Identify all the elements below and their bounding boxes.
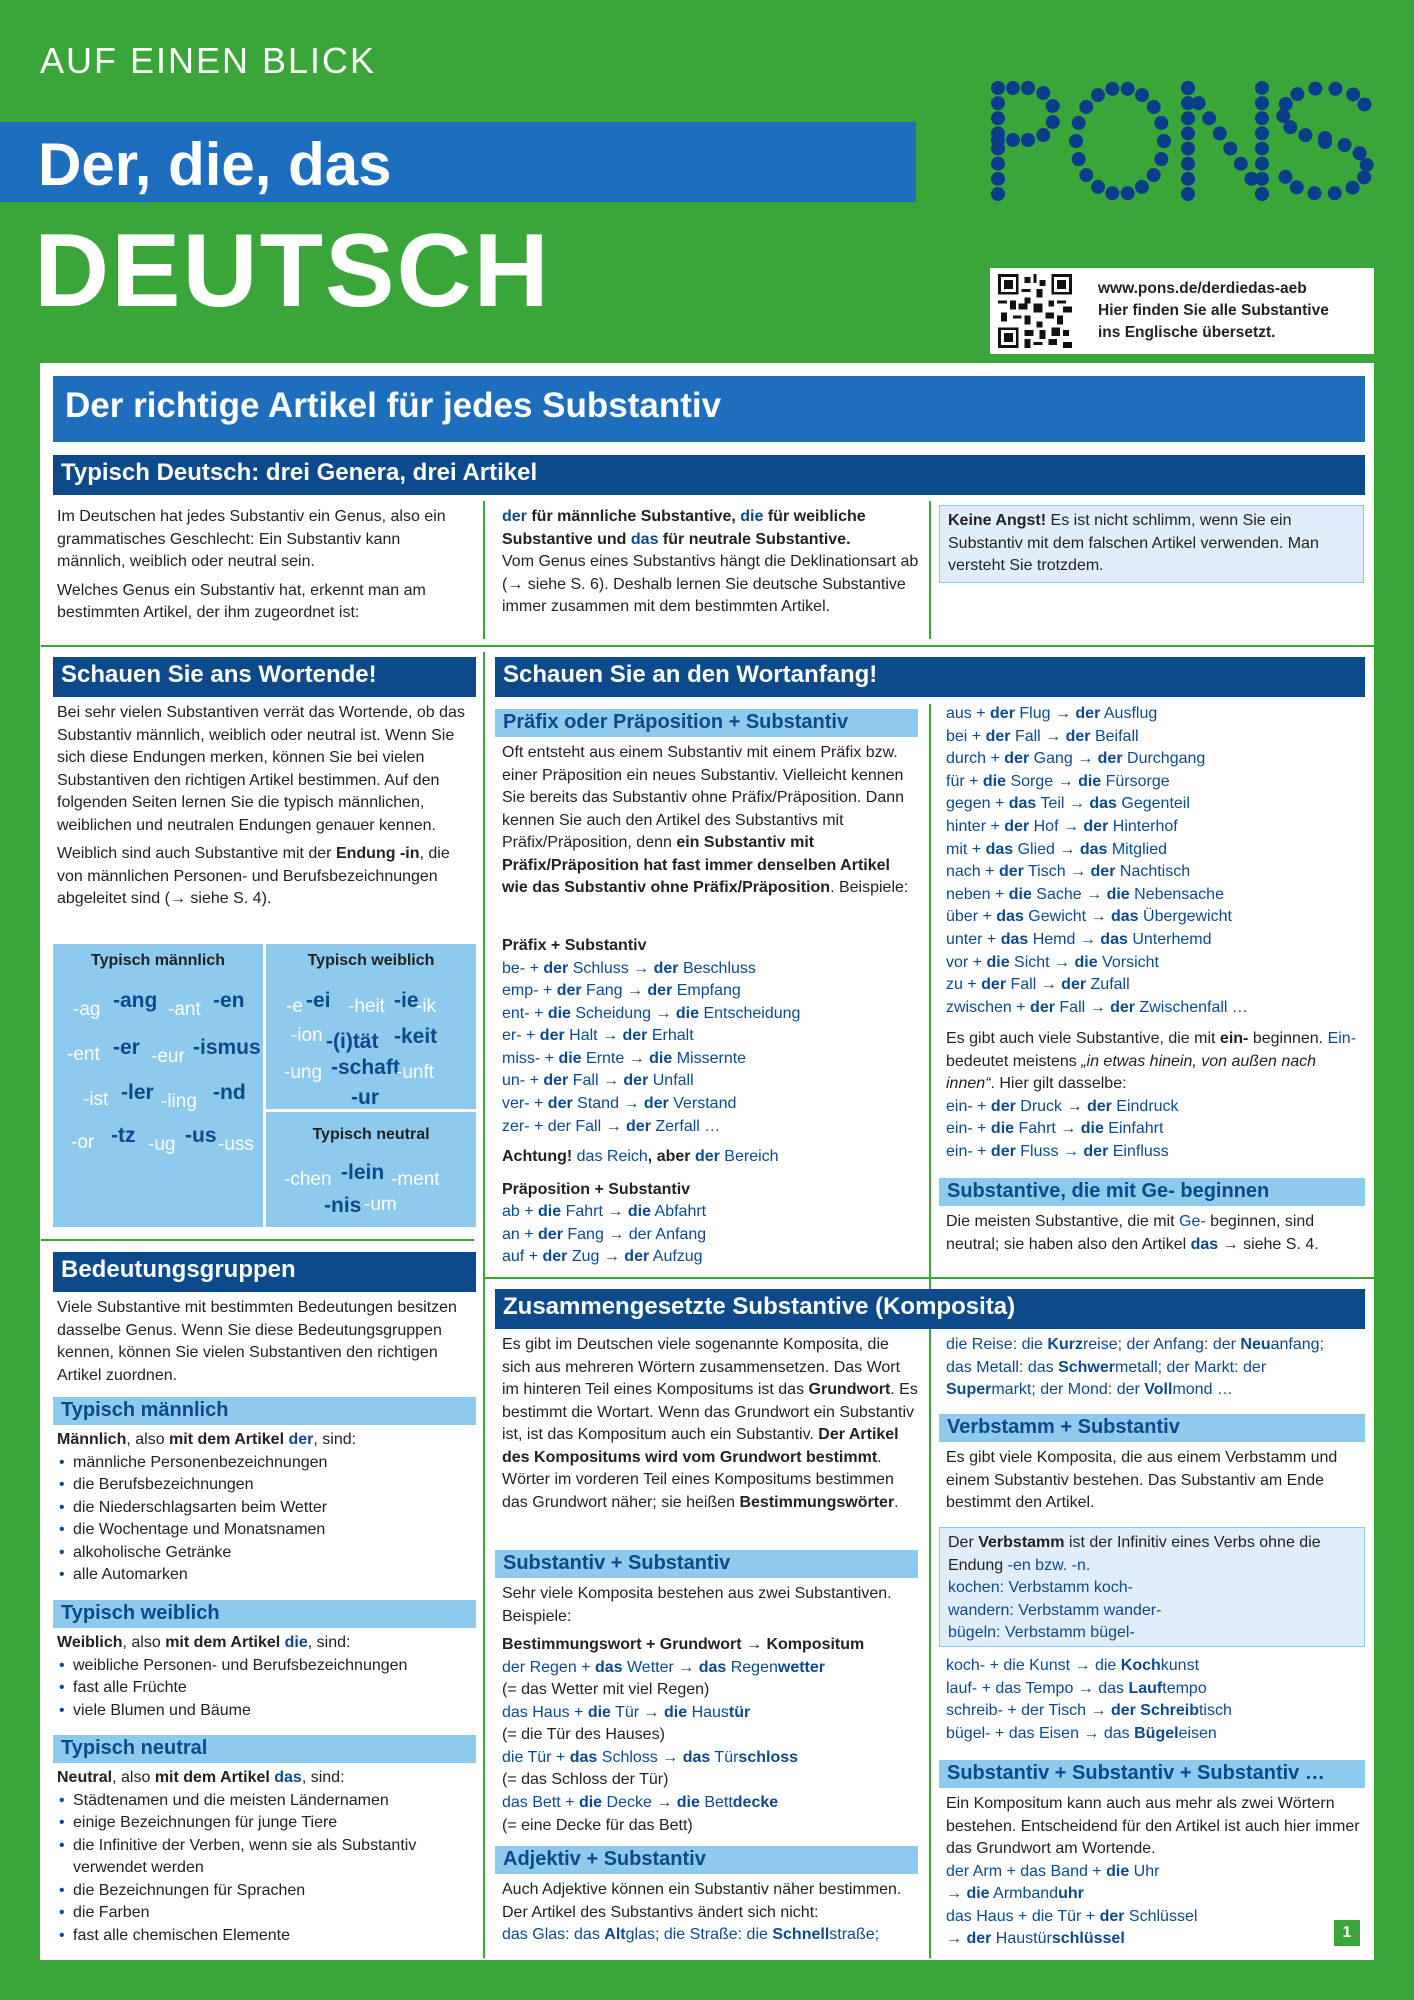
section-heading-komposita: Zusammengesetzte Substantive (Komposita) bbox=[495, 1289, 1365, 1329]
list-item: • weibliche Personen- und Berufsbezeichnungen bbox=[57, 1655, 475, 1678]
suffix-ending: -ling bbox=[161, 1091, 197, 1112]
suffix-ending: -ung bbox=[284, 1062, 323, 1083]
verbstamm-examples bbox=[946, 1655, 1366, 1745]
list-item: • die Infinitive der Verben, wenn sie als Substantiv verwendet werden bbox=[57, 1835, 475, 1880]
example-line: un- + der Fall → der Unfall bbox=[502, 1072, 694, 1090]
qr-text: www.pons.de/derdiedas-aeb Hier finden Sie alle Substantive ins Englische übersetzt. bbox=[1098, 280, 1329, 341]
suffix-ending: -eur bbox=[151, 1046, 185, 1067]
example-line: ent- + die Scheidung → die Entscheidung bbox=[502, 1004, 801, 1022]
suffix-ending: -ler bbox=[121, 1081, 154, 1104]
example-line: der Regen + das Wetter → das Regenwetter bbox=[502, 1658, 825, 1676]
heading-ge: Substantive, die mit Ge- beginnen bbox=[939, 1178, 1365, 1206]
list-item: • die Wochentage und Monatsnamen bbox=[57, 1519, 475, 1542]
example-line: die Tür + das Schloss → das Türschloss bbox=[502, 1748, 799, 1766]
keine-angst-note: Keine Angst! Es ist nicht schlimm, wenn Sie ein Substantiv mit dem falschen Artikel verwenden. Man versteht Sie trotzdem. bbox=[939, 505, 1364, 583]
suffix-ending: -e bbox=[286, 996, 303, 1017]
example-line: emp- + der Fang → der Empfang bbox=[502, 982, 741, 1000]
list-maennlich: Männlich, also mit dem Artikel der, sind: • männliche Personenbezeichnungen • die Berufsbezeichnungen • die Niederschlagsarten beim Wetter • die Wochentage und Monatsnamen • alkoholische Getränke • alle Automarken bbox=[57, 1429, 475, 1587]
suffix-ending: -ag bbox=[73, 999, 101, 1020]
example-line: → der Haustürschlüssel bbox=[946, 1930, 1125, 1948]
heading-verbstamm: Verbstamm + Substantiv bbox=[939, 1414, 1365, 1442]
example-line: mit + das Glied → das Mitglied bbox=[946, 840, 1167, 858]
example-line: lauf- + das Tempo → das Lauftempo bbox=[946, 1679, 1207, 1697]
example-line: miss- + die Ernte → die Missernte bbox=[502, 1049, 747, 1067]
example-line: das Haus + die Tür + der Schlüssel bbox=[946, 1907, 1198, 1925]
section-heading-wortende: Schauen Sie ans Wortende! bbox=[53, 657, 476, 697]
example-line: der Arm + das Band + die Uhr bbox=[946, 1862, 1160, 1880]
example-line: das Bett + die Decke → die Bettdecke bbox=[502, 1794, 779, 1812]
example-line: unter + das Hemd → das Unterhemd bbox=[946, 930, 1212, 948]
example-line: koch- + die Kunst → die Kochkunst bbox=[946, 1657, 1200, 1674]
adjektiv-examples bbox=[946, 1334, 1366, 1402]
suffix-ending: -lein bbox=[341, 1161, 385, 1184]
ge-text: Die meisten Substantive, die mit Ge- beginnen, sind neutral; sie haben also den Artikel das → siehe S. 4. bbox=[946, 1213, 1319, 1253]
example-line: be- + der Schluss → der Beschluss bbox=[502, 959, 756, 977]
suffix-ending: -uss bbox=[218, 1134, 254, 1155]
endings-box bbox=[53, 944, 476, 1227]
divider bbox=[929, 1334, 931, 1958]
example-line: bügel- + das Eisen → das Bügeleisen bbox=[946, 1724, 1217, 1742]
section-heading-bedeutung: Bedeutungsgruppen bbox=[53, 1252, 476, 1292]
suffix-ending: -en bbox=[213, 989, 245, 1012]
ein-text: Es gibt auch viele Substantive, die mit ein- beginnen. Ein- bedeutet meistens „in etwas hinein, von außen nach innen“. Hier gilt dasselbe: ein- + der Druck → der Eindruck ein- + die Fahrt → die Einfahrt ein- + der Fluss → der Einfluss bbox=[946, 1028, 1366, 1163]
suffix-ending: -ion bbox=[291, 1025, 323, 1046]
section-heading-genera: Typisch Deutsch: drei Genera, drei Artikel bbox=[53, 455, 1365, 495]
example-line: → die Armbanduhr bbox=[946, 1885, 1084, 1903]
list-item: • die Bezeichnungen für Sprachen bbox=[57, 1880, 475, 1903]
page-number: 1 bbox=[1334, 1920, 1360, 1946]
example-line: zwischen + der Fall → der Zwischenfall … bbox=[946, 998, 1248, 1016]
suffix-ending: -er bbox=[113, 1036, 140, 1059]
example-line: neben + die Sache → die Nebensache bbox=[946, 885, 1224, 903]
divider bbox=[483, 652, 485, 1958]
example-line: zer- + der Fall → der Zerfall … bbox=[502, 1117, 721, 1135]
example-line: er- + der Halt → der Erhalt bbox=[502, 1027, 694, 1045]
qr-code-icon bbox=[998, 274, 1072, 348]
heading-typ-weiblich: Typisch weiblich bbox=[53, 1600, 476, 1628]
suffix-ending: -ik bbox=[416, 996, 437, 1017]
page-title: Der, die, das bbox=[38, 131, 392, 198]
sss-text: Ein Kompositum kann auch aus mehr als zwei Wörtern bestehen. Entscheidend für den Artikel ist auch hier immer das Grundwort am Wortende. der Arm + das Band + die Uhr → die Armbanduhr das Haus + die Tür + der Schlüssel → der Haustürschlüssel bbox=[946, 1793, 1366, 1951]
genera-col2: der für männliche Substantive, die für weibliche Substantive und das für neutrale Substantive. Vom Genus eines Substantivs hängt die Deklinationsart ab (→ siehe S. 6). Deshalb lernen Sie deutsche Substantive immer zusammen mit dem bestimmten Artikel. bbox=[502, 508, 919, 615]
list-item: • Städtenamen und die meisten Ländernamen bbox=[57, 1790, 475, 1813]
example-line: über + das Gewicht → das Übergewicht bbox=[946, 908, 1232, 926]
divider bbox=[485, 1277, 1375, 1279]
suffix-ending: -ment bbox=[391, 1169, 440, 1190]
suffix-ending: -nis bbox=[324, 1194, 362, 1217]
example-line: an + der Fang → der Anfang bbox=[502, 1225, 707, 1243]
kicker: AUF EINEN BLICK bbox=[40, 40, 377, 81]
verbstamm-text: Es gibt viele Komposita, die aus einem Verbstamm und einem Substantiv bestehen. Das Substantiv am Ende bestimmt den Artikel. bbox=[946, 1449, 1338, 1511]
komposita-text: Es gibt im Deutschen viele sogenannte Komposita, die sich aus mehreren Wörtern zusammensetzen. Das Wort im hinteren Teil eines Kompositums ist das Grundwort. Es bestimmt die Wortart. Wenn das Grundwort ein Substantiv ist, ist das Kompositum auch ein Substantiv. Der Artikel des Kompositums wird vom Grundwort bestimmt. Wörter im vorderen Teil eines Kompositums bestimmen das Grundwort näher; sie heißen Bestimmungswörter. bbox=[502, 1336, 918, 1511]
example-line: aus + der Flug → der Ausflug bbox=[946, 705, 1158, 722]
divider bbox=[41, 1239, 474, 1241]
example-line: (= das Wetter mit viel Regen) bbox=[502, 1681, 710, 1699]
example-line: (= das Schloss der Tür) bbox=[502, 1771, 669, 1789]
praefix-text: Oft entsteht aus einem Substantiv mit einem Präfix bzw. einer Präposition ein neues Substantiv. Vielleicht kennen Sie bereits das Substantiv ohne Präfix/Präposition. Dann kennen Sie auch den Artikel des Substantivs mit Präfix/Präposition, denn ein Substantiv mit Präfix/Präposition hat fast immer denselben Artikel wie das Substantiv ohne Präfix/Präposition. Beispiele: bbox=[502, 744, 909, 896]
endings-neutral-title: Typisch neutral bbox=[312, 1126, 430, 1143]
example-line: ein- + der Fluss → der Einfluss bbox=[946, 1142, 1169, 1160]
endings-male-title: Typisch männlich bbox=[91, 952, 225, 969]
list-item: • alkoholische Getränke bbox=[57, 1542, 475, 1565]
example-line: (= die Tür des Hauses) bbox=[502, 1726, 665, 1744]
suffix-ending: -keit bbox=[394, 1025, 438, 1048]
suffix-ending: -um bbox=[364, 1194, 397, 1215]
wortende-text: Bei sehr vielen Substantiven verrät das Wortende, ob das Substantiv männlich, weiblich oder neutral ist. Wenn Sie sich diese Endungen merken, können Sie bei vielen Substantiven den richtigen Artikel bestimmen. Auf den folgenden Seiten lernen Sie die typisch männlichen, weiblichen und neutralen Endungen genauer kennen. Weiblich sind auch Substantive mit der Endung -in, die von männlichen Personen- und Berufsbezeichnungen abgeleitet sind (→ siehe S. 4). bbox=[57, 704, 465, 907]
suffix-ending: -ant bbox=[168, 999, 201, 1020]
genera-col1: Im Deutschen hat jedes Substantiv ein Genus, also ein grammatisches Geschlecht: Ein Substantiv kann männlich, weiblich oder neutral sein. Welches Genus ein Substantiv hat, erkennt man am bestimmten Artikel, der ihm zugeordnet ist: bbox=[57, 508, 446, 621]
pons-url-link[interactable]: www.pons.de/derdiedas-aeb bbox=[1098, 280, 1307, 297]
example-line: schreib- + der Tisch → der Schreibtisch bbox=[946, 1702, 1232, 1720]
example-line: (= eine Decke für das Bett) bbox=[502, 1816, 693, 1834]
heading-subst-subst: Substantiv + Substantiv bbox=[495, 1550, 918, 1578]
heading-praefix: Präfix oder Präposition + Substantiv bbox=[495, 709, 918, 737]
example-line: das Metall: das Schwermetall; der Markt: der bbox=[946, 1358, 1267, 1376]
list-item: • die Farben bbox=[57, 1902, 475, 1925]
example-line: ein- + die Fahrt → die Einfahrt bbox=[946, 1120, 1164, 1138]
example-line: auf + der Zug → der Aufzug bbox=[502, 1248, 703, 1266]
list-item: • die Niederschlagsarten beim Wetter bbox=[57, 1497, 475, 1520]
list-weiblich: Weiblich, also mit dem Artikel die, sind: • weibliche Personen- und Berufsbezeichnungen • fast alle Früchte • viele Blumen und Bäume bbox=[57, 1632, 475, 1722]
heading-typ-neutral: Typisch neutral bbox=[53, 1735, 476, 1763]
suffix-ending: -ismus bbox=[193, 1036, 261, 1059]
adjektiv-text: Auch Adjektive können ein Substantiv näher bestimmen. Der Artikel des Substantivs ändert sich nicht: das Glas: das Altglas; die Straße: die Schnellstraße; bbox=[502, 1879, 918, 1947]
suffix-ending: -chen bbox=[284, 1169, 332, 1190]
heading-typ-maennlich: Typisch männlich bbox=[53, 1397, 476, 1425]
divider bbox=[929, 501, 931, 639]
section-heading-wortanfang: Schauen Sie an den Wortanfang! bbox=[495, 657, 1365, 697]
list-item: • die Berufsbezeichnungen bbox=[57, 1474, 475, 1497]
suffix-ending: -ei bbox=[306, 989, 331, 1012]
example-line: das Glas: das Altglas; die Straße: die Schnellstraße; bbox=[502, 1926, 880, 1944]
verbstamm-note: Der Verbstamm ist der Infinitiv eines Verbs ohne die Endung -en bzw. -n. kochen: Verbstamm koch- wandern: Verbstamm wander- bügeln: Verbstamm bügel- bbox=[939, 1527, 1365, 1647]
example-line: die Reise: die Kurzreise; der Anfang: der Neuanfang; bbox=[946, 1336, 1325, 1353]
divider bbox=[483, 501, 485, 639]
bedeutung-intro: Viele Substantive mit bestimmten Bedeutungen besitzen dasselbe Genus. Wenn Sie diese Bedeutungsgruppen kennen, können Sie vielen Substantiven den richtigen Artikel zuordnen. bbox=[57, 1299, 457, 1384]
suffix-ending: -us bbox=[185, 1124, 217, 1147]
example-line: hinter + der Hof → der Hinterhof bbox=[946, 817, 1178, 835]
example-line: bei + der Fall → der Beifall bbox=[946, 727, 1139, 745]
example-line: ab + die Fahrt → die Abfahrt bbox=[502, 1203, 707, 1221]
divider bbox=[41, 645, 1375, 647]
list-item: • fast alle Früchte bbox=[57, 1677, 475, 1700]
example-line: durch + der Gang → der Durchgang bbox=[946, 750, 1206, 768]
example-line: ver- + der Stand → der Verstand bbox=[502, 1095, 737, 1113]
example-line: Supermarkt; der Mond: der Vollmond … bbox=[946, 1381, 1233, 1399]
suffix-ending: -or bbox=[71, 1132, 95, 1153]
example-line: ein- + der Druck → der Eindruck bbox=[946, 1097, 1179, 1115]
suffix-ending: -ie bbox=[394, 989, 419, 1012]
praefix-examples: Präfix + Substantiv be- + der Schluss → der Beschluss emp- + der Fang → der Empfang ent- + die Scheidung → die Entscheidung er- + der Halt → der Erhalt miss- + die Ernte → die Missernte un- + der Fall → der Unfall ver- + der Stand → der Verstand zer- + der Fall → der Zerfall … Achtung! das Reich, aber der Bereich Präposition + Substantiv ab + die Fahrt → die Abfahrt an + der Fang → der Anfang auf + der Zug → der Aufzug bbox=[502, 935, 918, 1269]
subject-title: DEUTSCH bbox=[34, 213, 551, 329]
suffix-ending: -tz bbox=[111, 1124, 136, 1147]
prep-examples-col2 bbox=[946, 703, 1366, 1019]
endings-female-title: Typisch weiblich bbox=[307, 952, 435, 969]
example-line: nach + der Tisch → der Nachtisch bbox=[946, 863, 1191, 881]
subst-subst-text: Sehr viele Komposita bestehen aus zwei Substantiven. Beispiele: Bestimmungswort + Grundwort → Kompositum der Regen + das Wetter → das Regenwetter (= das Wetter mit viel Regen) das Haus + die Tür → die Haustür (= die Tür des Hauses) die Tür + das Schloss → das Türschloss (= das Schloss der Tür) das Bett + die Decke → die Bettdecke (= eine Decke für das Bett) bbox=[502, 1583, 918, 1837]
suffix-ending: -ur bbox=[351, 1086, 379, 1109]
list-item: • männliche Personenbezeichnungen bbox=[57, 1452, 475, 1475]
suffix-ending: -heit bbox=[348, 996, 385, 1017]
content-panel bbox=[40, 363, 1374, 1960]
heading-adjektiv: Adjektiv + Substantiv bbox=[495, 1846, 918, 1874]
list-item: • fast alle chemischen Elemente bbox=[57, 1925, 475, 1948]
example-line: zu + der Fall → der Zufall bbox=[946, 976, 1130, 994]
list-item: • alle Automarken bbox=[57, 1564, 475, 1587]
example-line: vor + die Sicht → die Vorsicht bbox=[946, 953, 1159, 971]
heading-sss: Substantiv + Substantiv + Substantiv … bbox=[939, 1760, 1365, 1788]
pons-logo bbox=[988, 80, 1380, 202]
example-line: das Haus + die Tür → die Haustür bbox=[502, 1703, 751, 1721]
main-heading: Der richtige Artikel für jedes Substantiv bbox=[53, 376, 1365, 442]
example-line: gegen + das Teil → das Gegenteil bbox=[946, 795, 1190, 813]
suffix-ending: -schaft bbox=[331, 1056, 400, 1079]
example-line: für + die Sorge → die Fürsorge bbox=[946, 772, 1170, 790]
suffix-ending: -(i)tät bbox=[326, 1030, 379, 1053]
suffix-ending: -ang bbox=[113, 989, 158, 1012]
qr-info-box[interactable] bbox=[990, 268, 1374, 354]
list-item: • einige Bezeichnungen für junge Tiere bbox=[57, 1812, 475, 1835]
list-neutral: Neutral, also mit dem Artikel das, sind: • Städtenamen und die meisten Ländernamen • einige Bezeichnungen für junge Tiere • die Infinitive der Verben, wenn sie als Substantiv verwendet werden • die Bezeichnungen für Sprachen • die Farben • fast alle chemischen Elemente bbox=[57, 1767, 475, 1947]
suffix-ending: -ug bbox=[148, 1134, 176, 1155]
suffix-ending: -unft bbox=[396, 1062, 435, 1083]
suffix-ending: -ist bbox=[83, 1089, 109, 1110]
suffix-ending: -nd bbox=[213, 1081, 246, 1104]
list-item: • viele Blumen und Bäume bbox=[57, 1700, 475, 1723]
suffix-ending: -ent bbox=[67, 1044, 100, 1065]
